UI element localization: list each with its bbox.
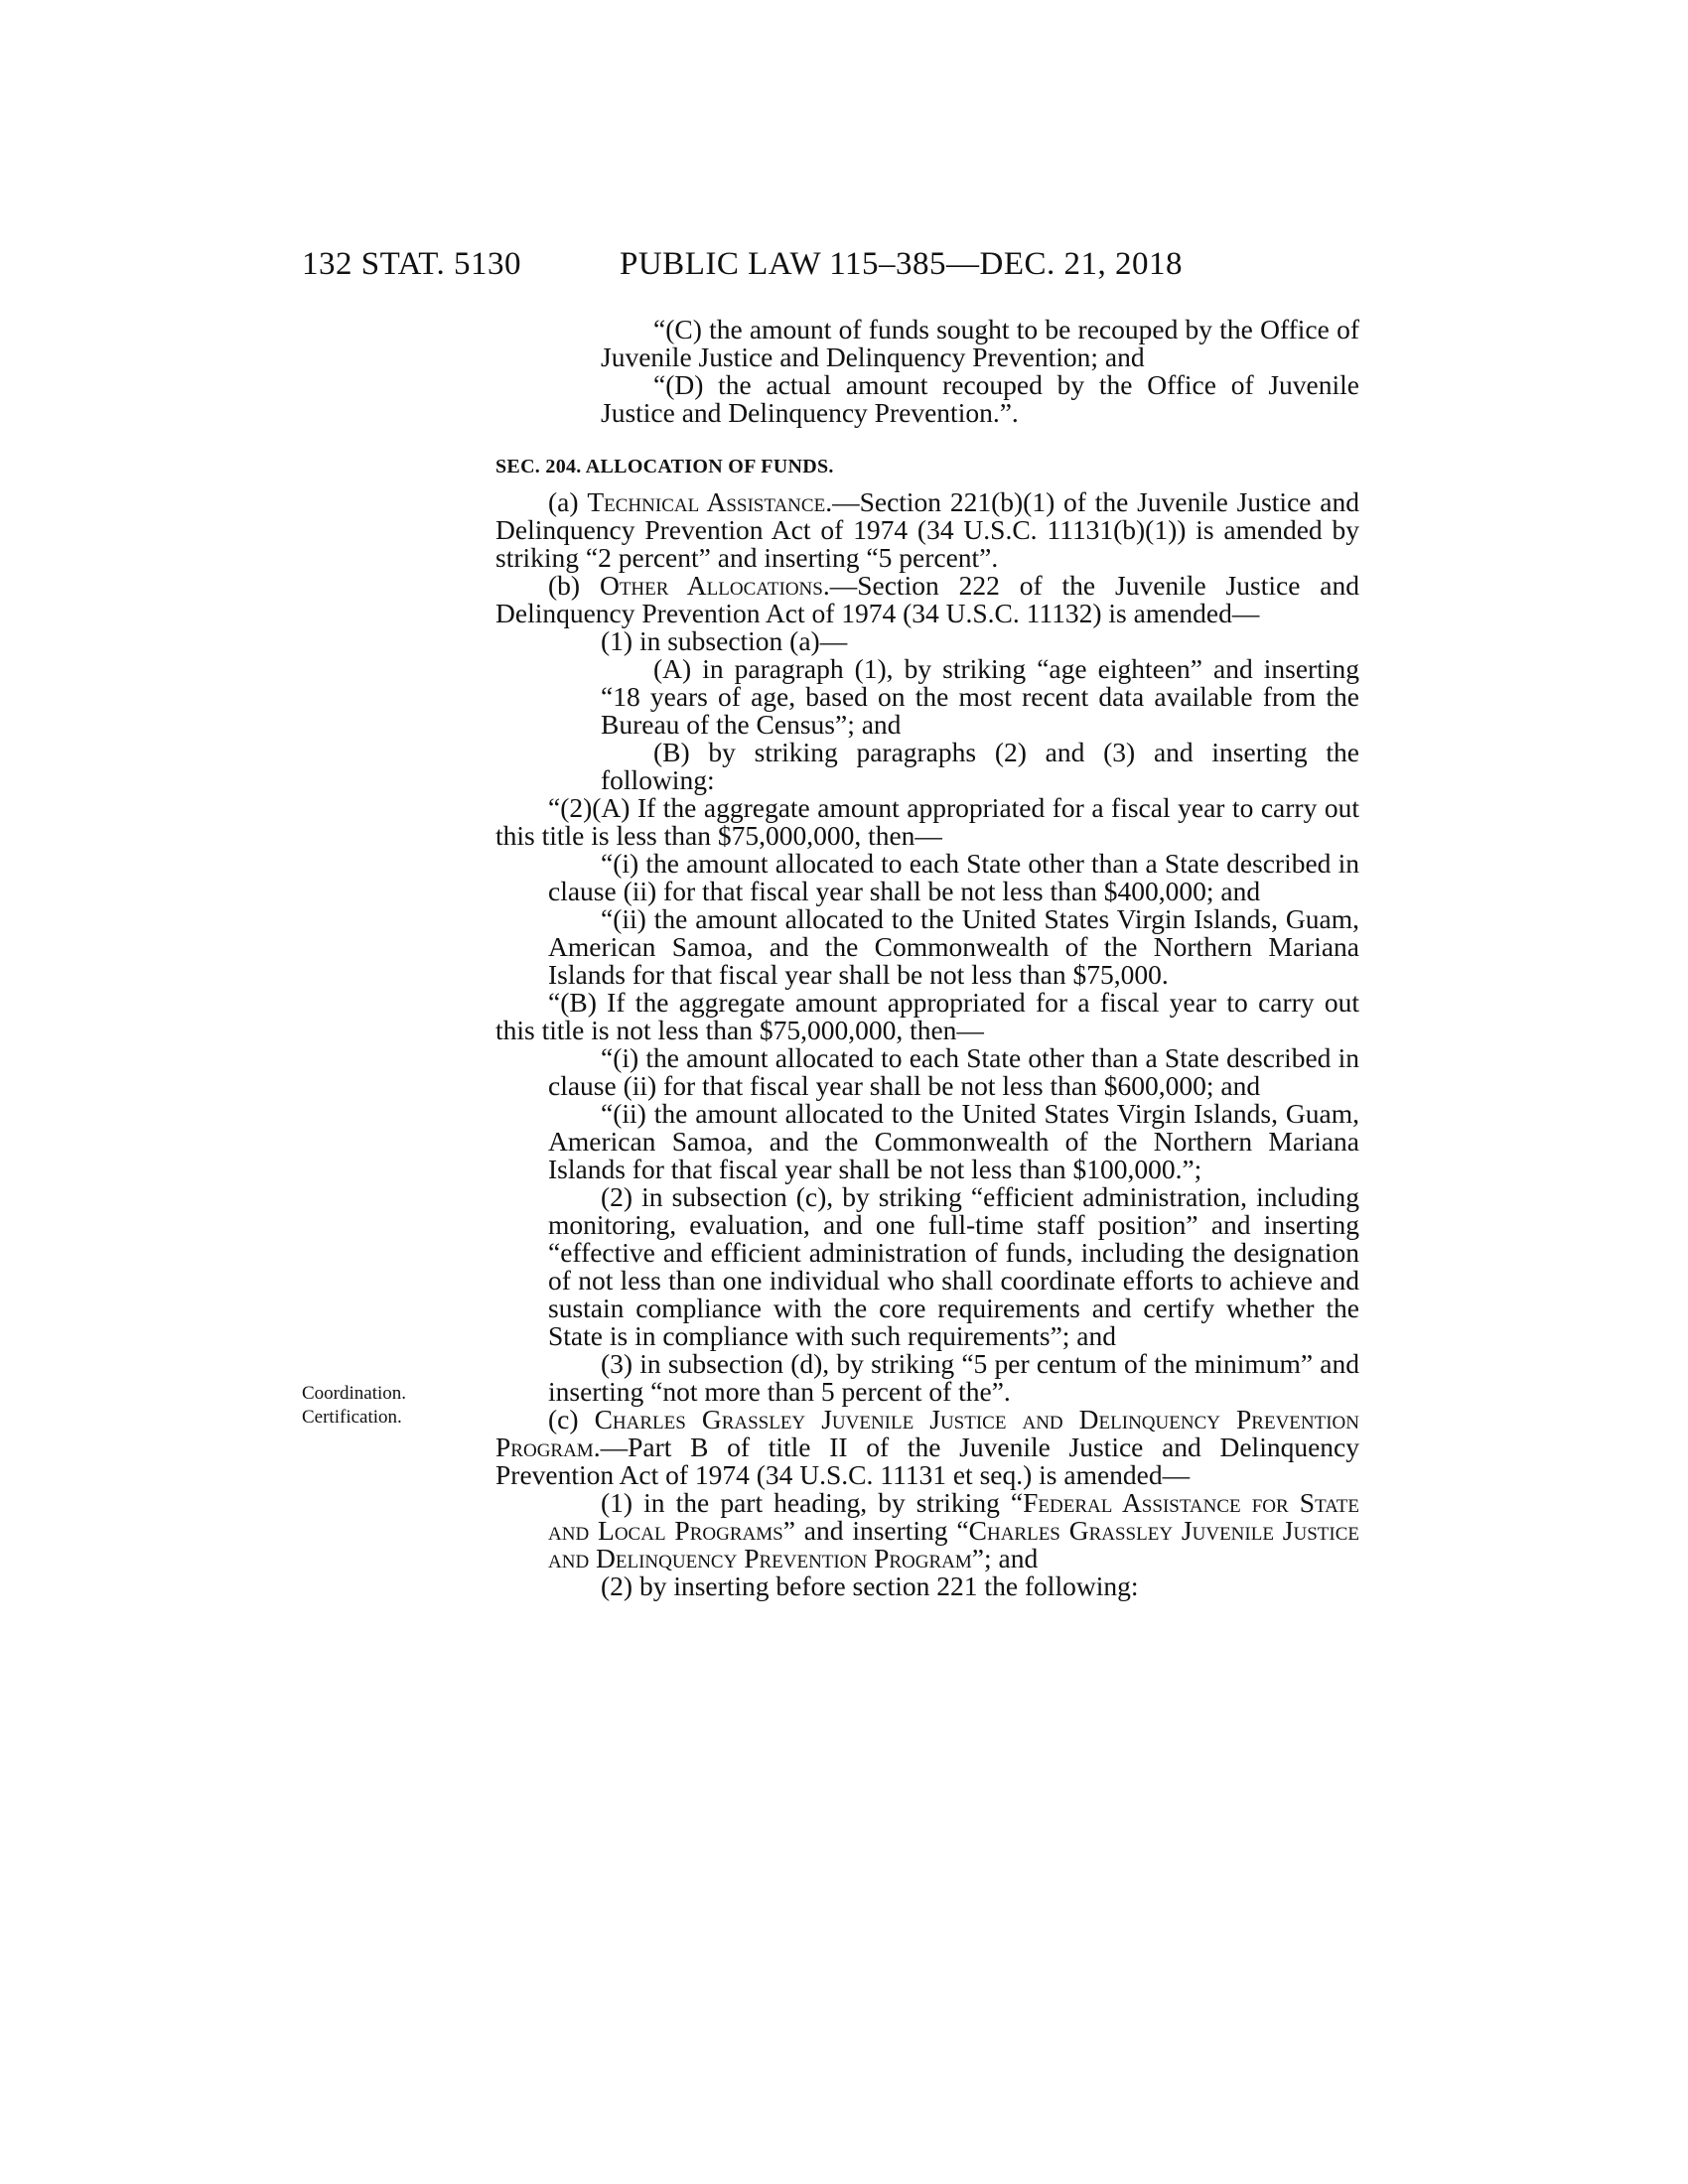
subsection-a-text: Section 221(b)(1) of the Juvenile Justice and Delinquency Prevention Act of 1974 (34 U.S.C. 11131(b)(1)) is amended by striking “2 percent” and inserting “5 percent”. (495, 486, 1359, 573)
quoted-2A-i: “(i) the amount allocated to each State other than a State described in clause (ii) for that fiscal year shall be not less than $400,000; and (548, 848, 1359, 906)
paragraph-c1-new-heading: Charles Grassley Juvenile Justice and Delinquency Prevention Program (548, 1515, 1359, 1573)
paragraph-b2: (2) in subsection (c), by striking “efficient administration, including monitoring, evaluation, and one full-time staff position” and inserting “effective and efficient administration of funds, including the designation of not less than one individual who shall coordinate efforts to achieve and sustain compliance with the core requirements and certify whether the State is in compliance with such requirements”; and (548, 1181, 1359, 1351)
paragraph-c1-post: ”; and (971, 1543, 1039, 1573)
stat-citation: 132 STAT. 5130 (302, 246, 522, 282)
subsection-b-text: Section 222 of the Juvenile Justice and Delinquency Prevention Act of 1974 (34 U.S.C. 11132) is amended— (495, 570, 1359, 628)
subsection-b-heading: Other Allocations (599, 570, 823, 601)
document-body (495, 316, 1359, 1600)
quoted-2A: “(2)(A) If the aggregate amount appropriated for a fiscal year to carry out this title is less than $75,000,000, then— (495, 792, 1359, 851)
paragraph-c2: (2) by inserting before section 221 the following: (601, 1570, 1139, 1601)
paragraph-b3: (3) in subsection (d), by striking “5 per centum of the minimum” and inserting “not more than 5 percent of the”. (548, 1348, 1359, 1407)
subsection-c-text: Part B of title II of the Juvenile Justice and Delinquency Prevention Act of 1974 (34 U.S.C. 11131 et seq.) is amended— (495, 1432, 1359, 1490)
subsection-c-heading: Charles Grassley Juvenile Justice and Delinquency Prevention Program (495, 1404, 1359, 1462)
margin-note-certification: Certification. (302, 1407, 402, 1428)
margin-note-coordination: Coordination. (302, 1383, 407, 1404)
subsection-a-heading: Technical Assistance (587, 486, 826, 517)
clause-d: “(D) the actual amount recouped by the Office of Juvenile Justice and Delinquency Prevention.”. (601, 369, 1359, 428)
margin-notes (302, 1382, 406, 1430)
subsection-c: (c) Charles Grassley Juvenile Justice and Delinquency Prevention Program.—Part B of title II of the Juvenile Justice and Delinquency Prevention Act of 1974 (34 U.S.C. 11131 et seq.) is amended— (495, 1404, 1359, 1490)
section-heading: SEC. 204. ALLOCATION OF FUNDS. (495, 456, 834, 478)
quoted-B: “(B) If the aggregate amount appropriated for a fiscal year to carry out this title is not less than $75,000,000, then— (495, 987, 1359, 1045)
subsection-b: (b) Other Allocations.—Section 222 of the Juvenile Justice and Delinquency Prevention Act of 1974 (34 U.S.C. 11132) is amended— (495, 570, 1359, 628)
subparagraph-b1A: (A) in paragraph (1), by striking “age eighteen” and inserting “18 years of age, based on the most recent data available from the Bureau of the Census”; and (601, 653, 1359, 740)
subparagraph-b1B: (B) by striking paragraphs (2) and (3) and inserting the following: (601, 737, 1359, 795)
public-law-citation: PUBLIC LAW 115–385—DEC. 21, 2018 (620, 246, 1184, 282)
quoted-B-i: “(i) the amount allocated to each State other than a State described in clause (ii) for that fiscal year shall be not less than $600,000; and (548, 1042, 1359, 1101)
clause-c: “(C) the amount of funds sought to be recouped by the Office of Juvenile Justice and Delinquency Prevention; and (601, 314, 1359, 372)
paragraph-c1 (495, 1489, 1359, 1572)
paragraph-c1-pre: (1) in the part heading, by striking “ (601, 1487, 1024, 1518)
paragraph-b1: (1) in subsection (a)— (601, 625, 848, 656)
quoted-B-ii: “(ii) the amount allocated to the United States Virgin Islands, Guam, American Samoa, and the Commonwealth of the Northern Mariana Islands for that fiscal year shall be not less than $100,000.”; (548, 1098, 1359, 1184)
subsection-a: (a) Technical Assistance.—Section 221(b)(1) of the Juvenile Justice and Delinquency Prevention Act of 1974 (34 U.S.C. 11131(b)(1)) is amended by striking “2 percent” and inserting “5 percent”. (495, 486, 1359, 573)
quoted-2A-ii: “(ii) the amount allocated to the United States Virgin Islands, Guam, American Samoa, and the Commonwealth of the Northern Mariana Islands for that fiscal year shall be not less than $75,000. (548, 903, 1359, 990)
paragraph-c1-old-heading: Federal Assistance for State and Local Programs (548, 1487, 1359, 1546)
paragraph-c1-mid: ” and inserting “ (782, 1515, 969, 1546)
